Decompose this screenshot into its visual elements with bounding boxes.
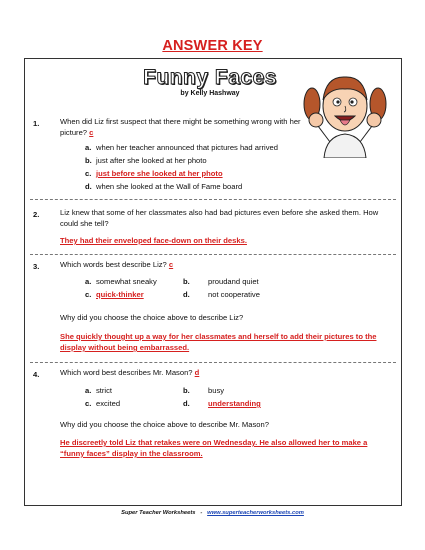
question-1-option-b: b. just after she looked at her photo (85, 156, 207, 165)
section-divider (30, 199, 396, 200)
question-3-answer-letter: c (168, 260, 174, 269)
question-2-number: 2. (33, 210, 40, 219)
question-3-option-a: a. somewhat sneaky (85, 277, 157, 286)
question-1-number: 1. (33, 119, 40, 128)
question-3-option-d: d. not cooperative (183, 290, 260, 299)
question-3-option-c: c. quick-thinker (85, 290, 144, 299)
question-3-number: 3. (33, 262, 40, 271)
worksheet-title: Funny Faces (143, 66, 277, 89)
question-4-option-b: b. busy (183, 386, 225, 395)
question-4-option-a: a. strict (85, 386, 113, 395)
question-1-option-c: c. just before she looked at her photo (85, 169, 223, 178)
question-4-number: 4. (33, 370, 40, 379)
question-4-answer-letter: d (194, 368, 200, 377)
footer (0, 510, 425, 516)
question-2-answer: They had their enveloped face-down on their desks. (60, 236, 247, 245)
question-3-text: Which words best describe Liz? c (60, 260, 174, 269)
question-1-answer-letter: c (89, 127, 94, 137)
question-4-followup: Why did you choose the choice above to describe Mr. Mason? (60, 420, 269, 429)
question-1-option-a: a. when her teacher announced that pictures had arrived (85, 143, 278, 152)
footer-separator: - (200, 510, 203, 516)
question-1-option-d: d. when she looked at the Wall of Fame board (85, 182, 243, 191)
footer-brand: Super Teacher Worksheets (121, 510, 196, 516)
question-4-option-d: d. understanding (183, 399, 261, 408)
question-3-option-b: b. proudand quiet (183, 277, 259, 286)
question-4-text: Which word best describes Mr. Mason? d (60, 368, 200, 377)
section-divider (30, 362, 396, 363)
question-2-text: Liz knew that some of her classmates also had bad pictures even before she asked them. How could she tell? (60, 208, 379, 228)
question-1-text: When did Liz first suspect that there might be something wrong with her picture? c (60, 117, 301, 137)
girl-making-funny-face-icon (302, 64, 388, 158)
section-divider (30, 254, 396, 255)
question-3-followup: Why did you choose the choice above to describe Liz? (60, 313, 244, 322)
author-byline: by Kelly Hashway (180, 90, 240, 97)
answer-key-heading: ANSWER KEY (162, 38, 263, 54)
question-3-answer: She quickly thought up a way for her classmates and herself to add their pictures to the display without being embarrassed. (60, 332, 377, 352)
question-4-answer: He discreetly told Liz that retakes were on Wednesday. He also allowed her to make a “funny faces” display in the classroom. (60, 438, 368, 458)
footer-url-link[interactable]: www.superteacherworksheets.com (207, 510, 304, 516)
question-4-option-c: c. excited (85, 399, 121, 408)
